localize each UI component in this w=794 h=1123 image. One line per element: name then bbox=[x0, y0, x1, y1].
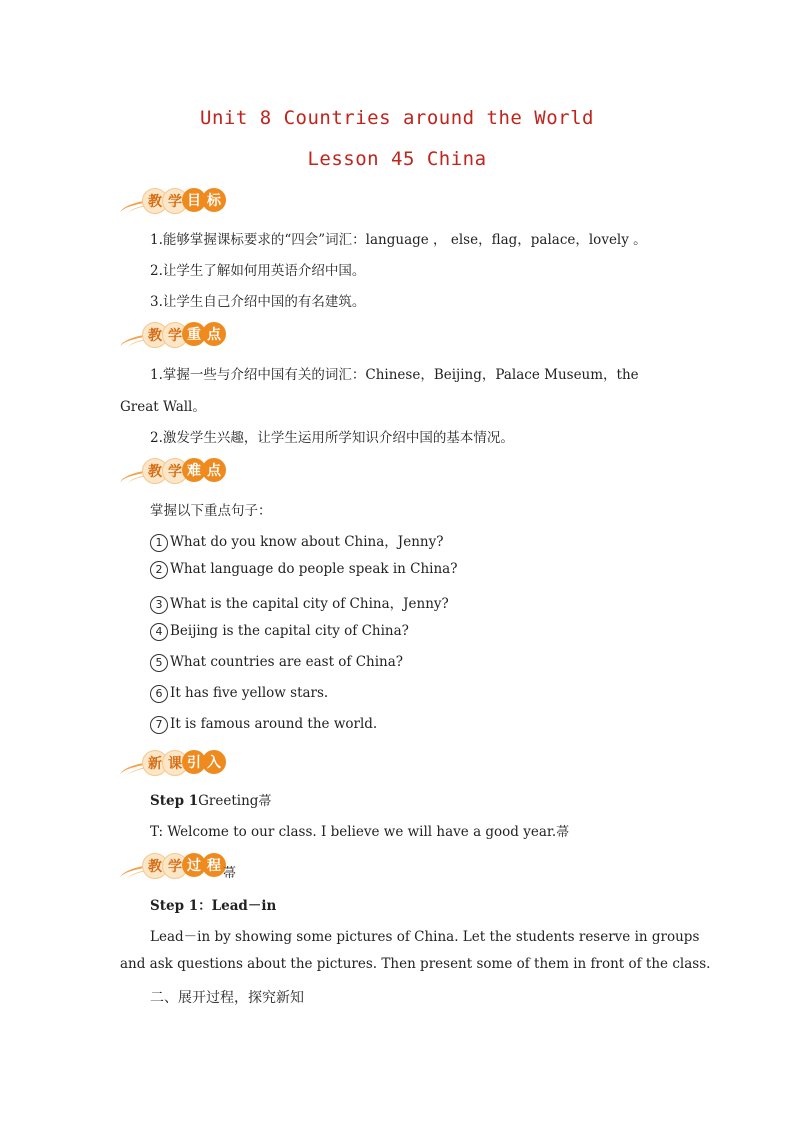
sentence-item bbox=[150, 685, 328, 703]
badge-char: 入 bbox=[202, 750, 226, 774]
badge-char: 教 bbox=[142, 322, 168, 348]
step-label: Step 1 bbox=[150, 793, 199, 809]
badge-char: 学 bbox=[162, 188, 188, 214]
process-para-line2: and ask questions about the pictures. Then present some of them in front of the class. bbox=[120, 956, 711, 972]
badge-char: 教 bbox=[142, 458, 168, 484]
circled-number: 3 bbox=[150, 596, 168, 614]
circled-number: 6 bbox=[150, 685, 168, 703]
sentence-text: It has five yellow stars. bbox=[170, 685, 329, 701]
sentence-text: What do you know about China，Jenny? bbox=[170, 534, 444, 550]
sentence-item bbox=[150, 623, 409, 641]
lesson-title: Lesson 45 China bbox=[307, 148, 487, 170]
badge-char: 重 bbox=[182, 322, 206, 346]
sentence-item bbox=[150, 716, 377, 734]
intro-step bbox=[150, 790, 271, 809]
badge-char: 点 bbox=[202, 458, 226, 482]
unit-title: Unit 8 Countries around the World bbox=[200, 107, 594, 129]
section-intro-header bbox=[120, 748, 260, 778]
artifact-glyph: 菷 bbox=[223, 866, 237, 881]
sentence-item bbox=[150, 654, 403, 672]
key-point-2: 2.激发学生兴趣，让学生运用所学知识介绍中国的基本情况。 bbox=[150, 430, 514, 446]
artifact-glyph: 菷 bbox=[258, 794, 272, 809]
badge-char: 难 bbox=[182, 458, 206, 482]
badge-char: 点 bbox=[202, 322, 226, 346]
greeting-text: T: Welcome to our class. I believe we will have a good year. bbox=[150, 824, 557, 840]
section-key-points-header bbox=[120, 320, 260, 350]
badge-char: 学 bbox=[162, 458, 188, 484]
objective-1: 1.能够掌握课标要求的“四会”词汇：language ， else，flag，palace，lovely 。 bbox=[150, 232, 647, 248]
badge-char: 标 bbox=[202, 188, 226, 212]
process-step: Step 1：Lead－in bbox=[150, 898, 277, 914]
badge-char: 课 bbox=[162, 750, 188, 776]
badge-char: 学 bbox=[162, 853, 188, 879]
circled-number: 1 bbox=[150, 534, 168, 552]
badge-char: 目 bbox=[182, 188, 206, 212]
sentence-text: What is the capital city of China，Jenny? bbox=[170, 596, 449, 612]
process-next-heading: 二、展开过程，探究新知 bbox=[150, 990, 304, 1006]
circled-number: 2 bbox=[150, 561, 168, 579]
sentence-text: Beijing is the capital city of China? bbox=[170, 623, 409, 639]
sentence-item bbox=[150, 592, 449, 614]
sentence-text: It is famous around the world. bbox=[170, 716, 378, 732]
badge-char: 过 bbox=[182, 853, 206, 877]
circled-number: 7 bbox=[150, 716, 168, 734]
badge-char: 引 bbox=[182, 750, 206, 774]
artifact-glyph: 菷 bbox=[556, 825, 570, 840]
badge-char: 学 bbox=[162, 322, 188, 348]
sentence-item bbox=[150, 530, 443, 552]
section-process-header bbox=[120, 851, 260, 881]
objective-2: 2.让学生了解如何用英语介绍中国。 bbox=[150, 263, 366, 279]
objective-3: 3.让学生自己介绍中国的有名建筑。 bbox=[150, 294, 366, 310]
sentence-text: What language do people speak in China? bbox=[170, 561, 458, 577]
sentence-text: What countries are east of China? bbox=[170, 654, 404, 670]
difficulties-intro: 掌握以下重点句子： bbox=[150, 503, 272, 519]
process-para-line1: Lead－in by showing some pictures of China. Let the students reserve in groups bbox=[150, 929, 700, 945]
circled-number: 5 bbox=[150, 654, 168, 672]
step-text: Greeting bbox=[198, 793, 259, 809]
badge-char: 程 bbox=[202, 853, 226, 877]
circled-number: 4 bbox=[150, 623, 168, 641]
badge-char: 教 bbox=[142, 853, 168, 879]
badge-char: 新 bbox=[142, 750, 168, 776]
key-point-1: 1.掌握一些与介绍中国有关的词汇：Chinese，Beijing，Palace Museum，the bbox=[150, 367, 639, 383]
badge-char: 教 bbox=[142, 188, 168, 214]
intro-greeting bbox=[150, 821, 569, 840]
key-point-1-cont: Great Wall。 bbox=[120, 399, 206, 415]
section-difficulties-header bbox=[120, 456, 260, 486]
sentence-item bbox=[150, 561, 457, 579]
section-objectives-header bbox=[120, 186, 260, 216]
